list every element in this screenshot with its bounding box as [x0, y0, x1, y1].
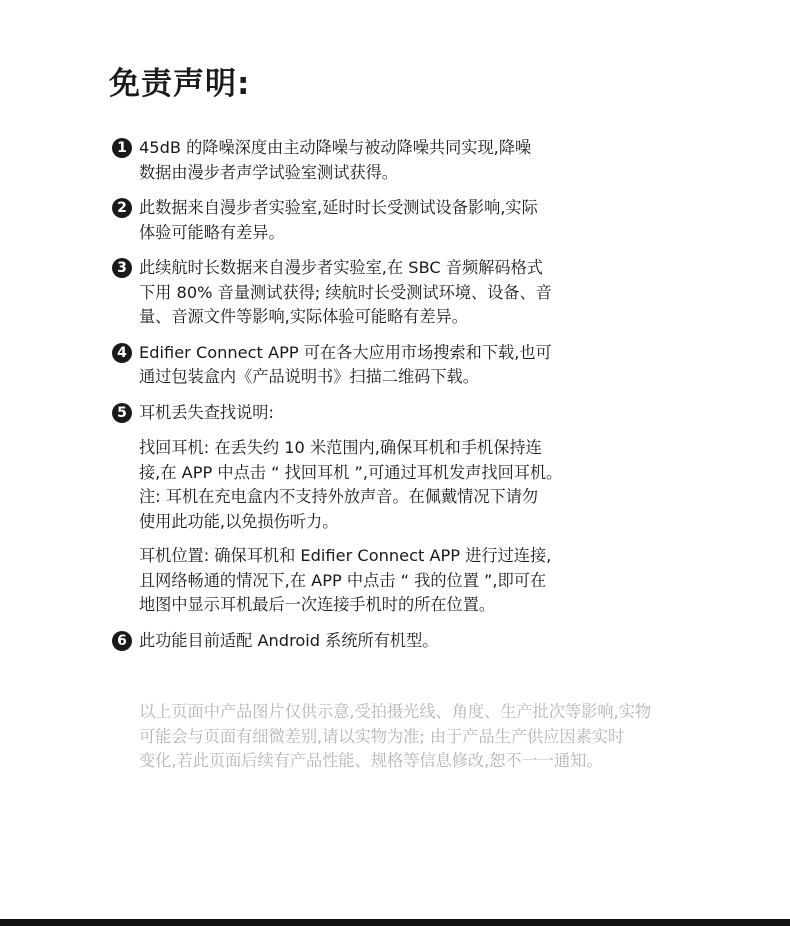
item-heading: 耳机丢失查找说明:	[139, 402, 274, 422]
item-text-line: 耳机位置: 确保耳机和 Edifier Connect APP 进行过连接,	[139, 546, 552, 565]
list-item	[112, 256, 612, 330]
list-item	[112, 629, 612, 654]
number-badge-icon: 2	[112, 198, 132, 218]
item-text-line: 45dB 的降噪深度由主动降噪与被动降噪共同实现,降噪	[139, 138, 532, 157]
number-badge-icon: 3	[112, 258, 132, 278]
list-item	[112, 136, 612, 185]
item-text-line: 体验可能略有差异。	[139, 222, 285, 242]
disclaimer-list	[112, 136, 612, 664]
item-text-line: 下用 80% 音量测试获得; 续航时长受测试环境、设备、音	[139, 282, 552, 302]
item-text-line: 注: 耳机在充电盒内不支持外放声音。在佩戴情况下请勿	[139, 487, 539, 506]
item-text-line: 通过包装盒内《产品说明书》扫描二维码下载。	[139, 367, 479, 386]
number-badge-icon: 1	[112, 138, 132, 158]
number-badge-icon: 4	[112, 343, 132, 363]
item-text-line: 找回耳机: 在丢失约 10 米范围内,确保耳机和手机保持连	[139, 438, 542, 457]
page-title: 免责声明:	[109, 66, 251, 102]
bottom-divider	[0, 919, 790, 926]
item-paragraph	[139, 544, 612, 618]
item-text-line: Edifier Connect APP 可在各大应用市场搜索和下载,也可	[139, 342, 552, 362]
item-text-line: 接,在 APP 中点击 “ 找回耳机 ”,可通过耳机发声找回耳机。	[139, 462, 563, 482]
item-text-line: 量、音源文件等影响,实际体验可能略有差异。	[139, 307, 468, 326]
item-text-line: 此功能目前适配 Android 系统所有机型。	[139, 630, 439, 650]
disclaimer-line: 以上页面中产品图片仅供示意,受拍摄光线、角度、生产批次等影响,实物	[139, 702, 652, 721]
item-text-line: 且网络畅通的情况下,在 APP 中点击 “ 我的位置 ”,即可在	[139, 570, 547, 590]
item-text-line: 地图中显示耳机最后一次连接手机时的所在位置。	[139, 595, 496, 614]
disclaimer-line: 变化,若此页面后续有产品性能、规格等信息修改,恕不一一通知。	[139, 751, 603, 770]
number-badge-icon: 5	[112, 403, 132, 423]
number-badge-icon: 6	[112, 631, 132, 651]
item-paragraph	[139, 436, 612, 534]
item-text-line: 此续航时长数据来自漫步者实验室,在 SBC 音频解码格式	[139, 258, 543, 277]
footer-disclaimer	[139, 700, 651, 774]
list-item	[112, 196, 612, 245]
list-item	[112, 341, 612, 390]
list-item	[112, 401, 612, 618]
item-text-line: 数据由漫步者声学试验室测试获得。	[139, 162, 398, 182]
item-text-line: 使用此功能,以免损伤听力。	[139, 511, 339, 531]
item-text-line: 此数据来自漫步者实验室,延时时长受测试设备影响,实际	[139, 198, 538, 217]
disclaimer-line: 可能会与页面有细微差别,请以实物为准; 由于产品生产供应因素实时	[139, 726, 625, 746]
